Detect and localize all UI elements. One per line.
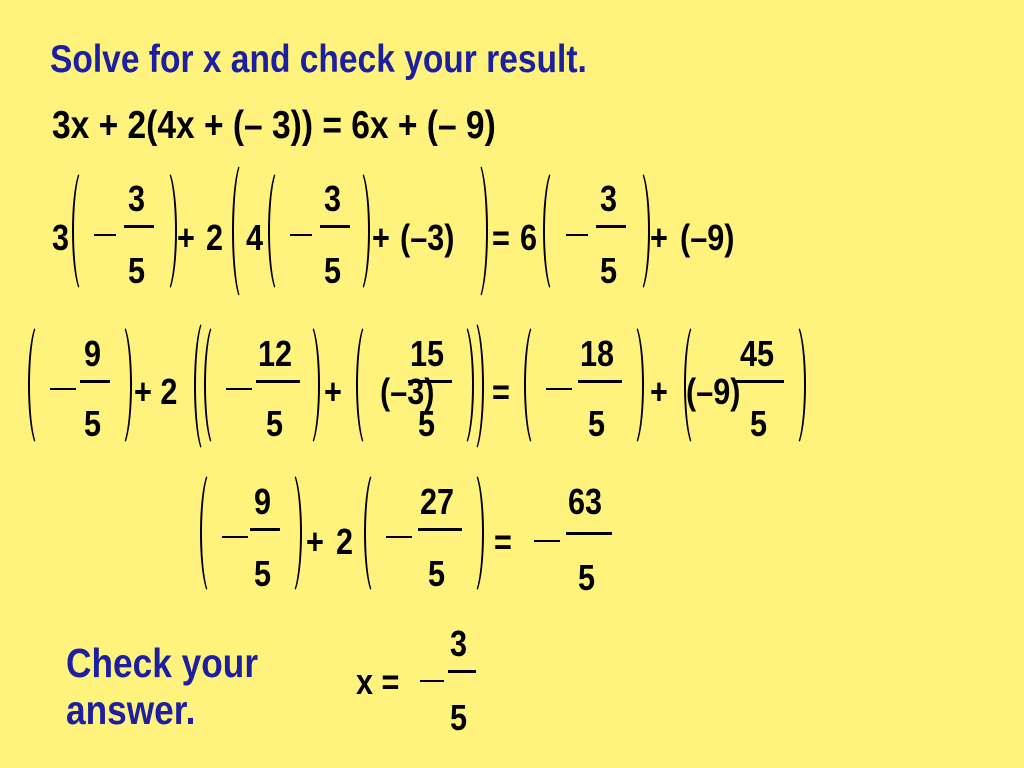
coef-4: 4: [246, 217, 264, 258]
fraction-numerator: 18: [580, 333, 615, 374]
fraction-numerator: 27: [420, 481, 455, 522]
fraction-bar: [256, 380, 300, 383]
right-paren: [462, 318, 484, 454]
fraction-denominator: 5: [428, 553, 446, 594]
fraction-bar: [124, 225, 154, 228]
right-paren: [462, 470, 484, 596]
fraction-bar: [578, 380, 622, 383]
equals-sign: =: [492, 217, 510, 258]
minus-sign: [420, 680, 444, 682]
minus-sign: [50, 388, 76, 390]
negative-three: (–3): [400, 217, 455, 258]
equation: 3x + 2(4x + (– 3)) = 6x + (– 9): [52, 104, 496, 147]
negative-three: (–3): [380, 371, 435, 412]
fraction-denominator: 5: [266, 403, 284, 444]
right-paren: [280, 470, 302, 596]
left-paren: [72, 168, 94, 294]
check-label-line-1: Check your: [66, 640, 259, 686]
left-paren: [200, 470, 222, 596]
minus-sign: [566, 234, 588, 236]
minus-sign: [546, 388, 572, 390]
right-paren: [348, 168, 370, 294]
minus-sign: [534, 540, 560, 542]
plus-sign: +: [650, 371, 668, 412]
plus-sign: +: [306, 521, 324, 562]
minus-sign: [226, 388, 252, 390]
fraction-bar: [566, 532, 612, 535]
minus-sign: [386, 536, 412, 538]
fraction-denominator: 5: [84, 403, 102, 444]
fraction-denominator: 5: [600, 250, 618, 291]
coef-2: 2: [206, 217, 224, 258]
right-paren: [628, 168, 650, 294]
plus-sign: +: [650, 217, 668, 258]
negative-nine: (–9): [680, 217, 735, 258]
fraction-denominator: 5: [578, 557, 596, 598]
coef-6: 6: [520, 217, 538, 258]
fraction-bar: [448, 670, 476, 673]
left-paren: [204, 322, 226, 448]
minus-sign: [94, 234, 116, 236]
answer-numerator: 3: [450, 623, 468, 664]
right-paren: [622, 322, 644, 448]
fraction-numerator: 9: [84, 333, 102, 374]
negative-nine: (–9): [686, 371, 741, 412]
plus-sign: +: [177, 217, 195, 258]
fraction-denominator: 5: [254, 553, 272, 594]
plus-sign: +: [372, 217, 390, 258]
fraction-denominator: 5: [418, 403, 436, 444]
left-paren: [524, 322, 546, 448]
right-paren: [466, 160, 488, 302]
coef-2: 2: [336, 521, 354, 562]
fraction-denominator: 5: [588, 403, 606, 444]
fraction-numerator: 12: [258, 333, 293, 374]
fraction-numerator: 15: [410, 333, 445, 374]
check-label-line-2: answer.: [66, 687, 196, 734]
left-paren: [364, 470, 386, 596]
left-paren: [543, 168, 565, 294]
minus-sign: [290, 234, 312, 236]
coef-3: 3: [52, 217, 70, 258]
fraction-numerator: 45: [740, 333, 775, 374]
fraction-numerator: 63: [568, 481, 603, 522]
fraction-numerator: 3: [324, 178, 342, 219]
left-paren: [268, 168, 290, 294]
right-paren: [110, 322, 132, 448]
right-paren: [155, 168, 177, 294]
left-paren: [356, 322, 378, 448]
fraction-bar: [736, 380, 784, 383]
check-label: [66, 640, 258, 734]
answer-denominator: 5: [450, 697, 468, 738]
fraction-numerator: 3: [128, 178, 146, 219]
left-paren: [28, 322, 50, 448]
equals-sign: =: [494, 521, 512, 562]
right-paren: [784, 322, 806, 448]
plus-two: + 2: [134, 371, 178, 412]
minus-sign: [222, 536, 248, 538]
fraction-numerator: 9: [254, 481, 272, 522]
fraction-bar: [418, 528, 462, 531]
fraction-bar: [320, 225, 350, 228]
fraction-numerator: 3: [600, 178, 618, 219]
answer-lhs: x =: [356, 661, 400, 702]
fraction-bar: [250, 528, 280, 531]
equals-sign: =: [492, 371, 510, 412]
fraction-bar: [80, 380, 110, 383]
slide-title: Solve for x and check your result.: [50, 38, 587, 81]
fraction-denominator: 5: [750, 403, 768, 444]
fraction-denominator: 5: [324, 250, 342, 291]
right-paren: [298, 322, 320, 448]
fraction-denominator: 5: [128, 250, 146, 291]
fraction-bar: [596, 225, 626, 228]
plus-sign: +: [324, 371, 342, 412]
